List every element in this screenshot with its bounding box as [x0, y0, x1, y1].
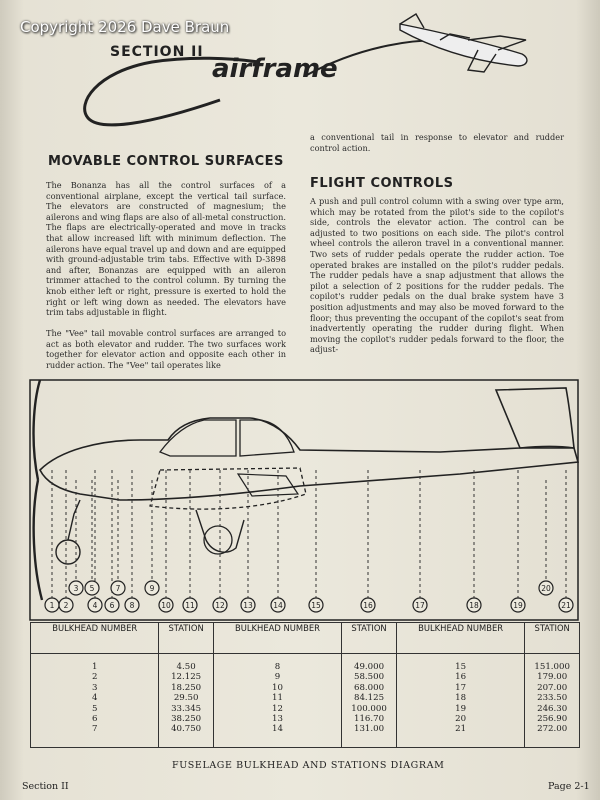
station-label: 7 — [115, 584, 121, 593]
station-label: 4 — [92, 601, 98, 610]
col-bulkhead-2: BULKHEAD NUMBER — [213, 623, 341, 654]
station-label: 8 — [129, 601, 135, 610]
station-value: 68.000 — [354, 682, 385, 693]
bulkhead-number: 2 — [92, 672, 98, 683]
station-value: 49.000 — [354, 662, 385, 672]
station-value: 131.00 — [354, 724, 385, 735]
bulkhead-number: 15 — [455, 662, 467, 672]
bulkhead-number: 18 — [455, 693, 467, 704]
station-label: 20 — [541, 584, 551, 593]
propeller — [34, 380, 42, 600]
tail-outline — [496, 388, 574, 448]
station-label: 3 — [73, 584, 79, 593]
flight-controls-para: A push and pull control column with a swing over type arm, which may be rotated from the pilot's side to the copilot's side, controls the elevator action. The control can be adjusted to two positions on each side. The pilot's control wheel controls the aileron travel in a conventional manner. Two sets of rudder pedals operate the rudder action. Toe operated brakes are installed on the pilot's rudder pedals. The rudder pedals have a snap adjustment that allows the pilot a selection of 2 positions for the rudder pedals. The copilot's rudder pedals on the dual brake system have 3 position adjustments and may also be moved forward to the floor; thus preventing the occupant of the copilot's seat from inadvertently operating the rudder during flight. When moving the copilot's rudder pedals forward to the floor, the adjust- — [310, 196, 564, 355]
diagram-caption: FUSELAGE BULKHEAD AND STATIONS DIAGRAM — [172, 760, 445, 771]
col-bulkhead-1: BULKHEAD NUMBER — [31, 623, 159, 654]
station-label: 12 — [215, 601, 225, 610]
station-value: 207.00 — [537, 682, 568, 693]
station-value: 116.70 — [354, 714, 385, 725]
bulkhead-number: 4 — [92, 693, 98, 704]
bulkhead-number: 8 — [274, 662, 281, 672]
bulkhead-number: 16 — [455, 672, 467, 683]
station-value: 40.750 — [171, 724, 202, 735]
bulkhead-number: 19 — [455, 703, 467, 714]
station-value: 100.000 — [351, 703, 387, 714]
bulkhead-number: 13 — [272, 714, 283, 725]
station-value: 84.125 — [354, 693, 385, 704]
bulkhead-number: 7 — [92, 724, 98, 735]
movable-heading: MOVABLE CONTROL SURFACES — [48, 154, 284, 169]
bulkhead-number: 10 — [272, 682, 283, 693]
station-cell-1 — [159, 654, 213, 748]
bulkhead-number: 6 — [92, 714, 98, 725]
station-cell-2 — [342, 654, 397, 748]
bulkhead-number: 20 — [455, 714, 467, 725]
cabin-window — [240, 420, 294, 456]
bulkhead-number: 21 — [455, 724, 467, 735]
bulkhead-number: 1 — [92, 662, 98, 672]
station-label: 10 — [161, 601, 171, 610]
col-station-3: STATION — [525, 623, 580, 654]
bulkhead-number: 9 — [274, 672, 281, 683]
bulkhead-number: 17 — [455, 682, 467, 693]
footer-section: Section II — [22, 781, 69, 792]
station-label: 14 — [273, 601, 283, 610]
flight-controls-heading: FLIGHT CONTROLS — [310, 176, 454, 191]
station-label: 21 — [561, 601, 571, 610]
station-label: 15 — [311, 601, 321, 610]
bulkhead-number: 11 — [272, 693, 283, 704]
footer-page-number: Page 2-1 — [548, 781, 590, 792]
station-value: 256.90 — [537, 714, 568, 725]
station-value: 233.50 — [537, 693, 568, 704]
movable-para-2: The "Vee" tail movable control surfaces are arranged to act as both elevator and rudder. The two surfaces work together for elevator action and opposite each other in rudder action. The "Vee" tail operates like — [46, 328, 286, 370]
bulkhead-table — [30, 622, 580, 748]
station-value: 18.250 — [171, 682, 202, 693]
col-bulkhead-3: BULKHEAD NUMBER — [396, 623, 524, 654]
main-wheel — [204, 526, 232, 554]
station-label: 17 — [415, 601, 425, 610]
station-label: 18 — [469, 601, 479, 610]
station-label: 19 — [513, 601, 523, 610]
cockpit-window — [160, 420, 236, 456]
section-title: airframe — [212, 54, 338, 84]
movable-para-1: The Bonanza has all the control surfaces of a conventional airplane, except the vertical tail surface. The elevators are constructed of magnesium; the ailerons and wing flaps are also of all-metal construction. The flaps are electrically-operated and move in tracks that allow increased lift with minimum deflection. The ailerons have equal travel up and down and are equipped with ground-adjustable trim tabs. Effective with D-3898 and after, Bonanzas are equipped with an aileron trimmer attached to the control column. By turning the knob either left or right, pressure is exerted to hold the right or left wing down as needed. The elevators have trim tabs adjustable in flight. — [46, 180, 286, 318]
station-value: 33.345 — [171, 703, 202, 714]
bulkhead-number-cell-1 — [31, 654, 159, 748]
bulkhead-number: 14 — [272, 724, 283, 735]
station-cell-3 — [525, 654, 580, 748]
station-value: 246.30 — [537, 703, 568, 714]
bulkhead-number: 5 — [92, 703, 98, 714]
station-label: 6 — [109, 601, 115, 610]
station-label: 1 — [49, 601, 55, 610]
section-label: SECTION II — [110, 44, 204, 60]
fuselage-outline — [40, 418, 578, 500]
station-value: 12.125 — [171, 672, 202, 683]
tail-continuation: a conventional tail in response to elevator and rudder control action. — [310, 132, 564, 153]
station-label: 9 — [149, 584, 155, 593]
station-label: 11 — [185, 601, 195, 610]
station-value: 38.250 — [171, 714, 202, 725]
station-value: 272.00 — [537, 724, 568, 735]
col-station-2: STATION — [342, 623, 397, 654]
station-value: 58.500 — [354, 672, 385, 683]
col-station-1: STATION — [159, 623, 213, 654]
bulkhead-number-cell-2 — [213, 654, 341, 748]
station-value: 29.50 — [173, 693, 199, 704]
station-value: 179.00 — [537, 672, 568, 683]
station-label: 2 — [63, 601, 69, 610]
station-value: 151.000 — [534, 662, 570, 672]
bulkhead-number-cell-3 — [396, 654, 524, 748]
plane-silhouette-icon — [400, 14, 527, 72]
copyright-watermark: Copyright 2026 Dave Braun — [20, 18, 230, 36]
bulkhead-number: 12 — [272, 703, 283, 714]
station-value: 4.50 — [176, 662, 196, 672]
station-label: 16 — [363, 601, 373, 610]
bulkhead-number: 3 — [92, 682, 98, 693]
station-label: 13 — [243, 601, 253, 610]
station-label: 5 — [89, 584, 95, 593]
